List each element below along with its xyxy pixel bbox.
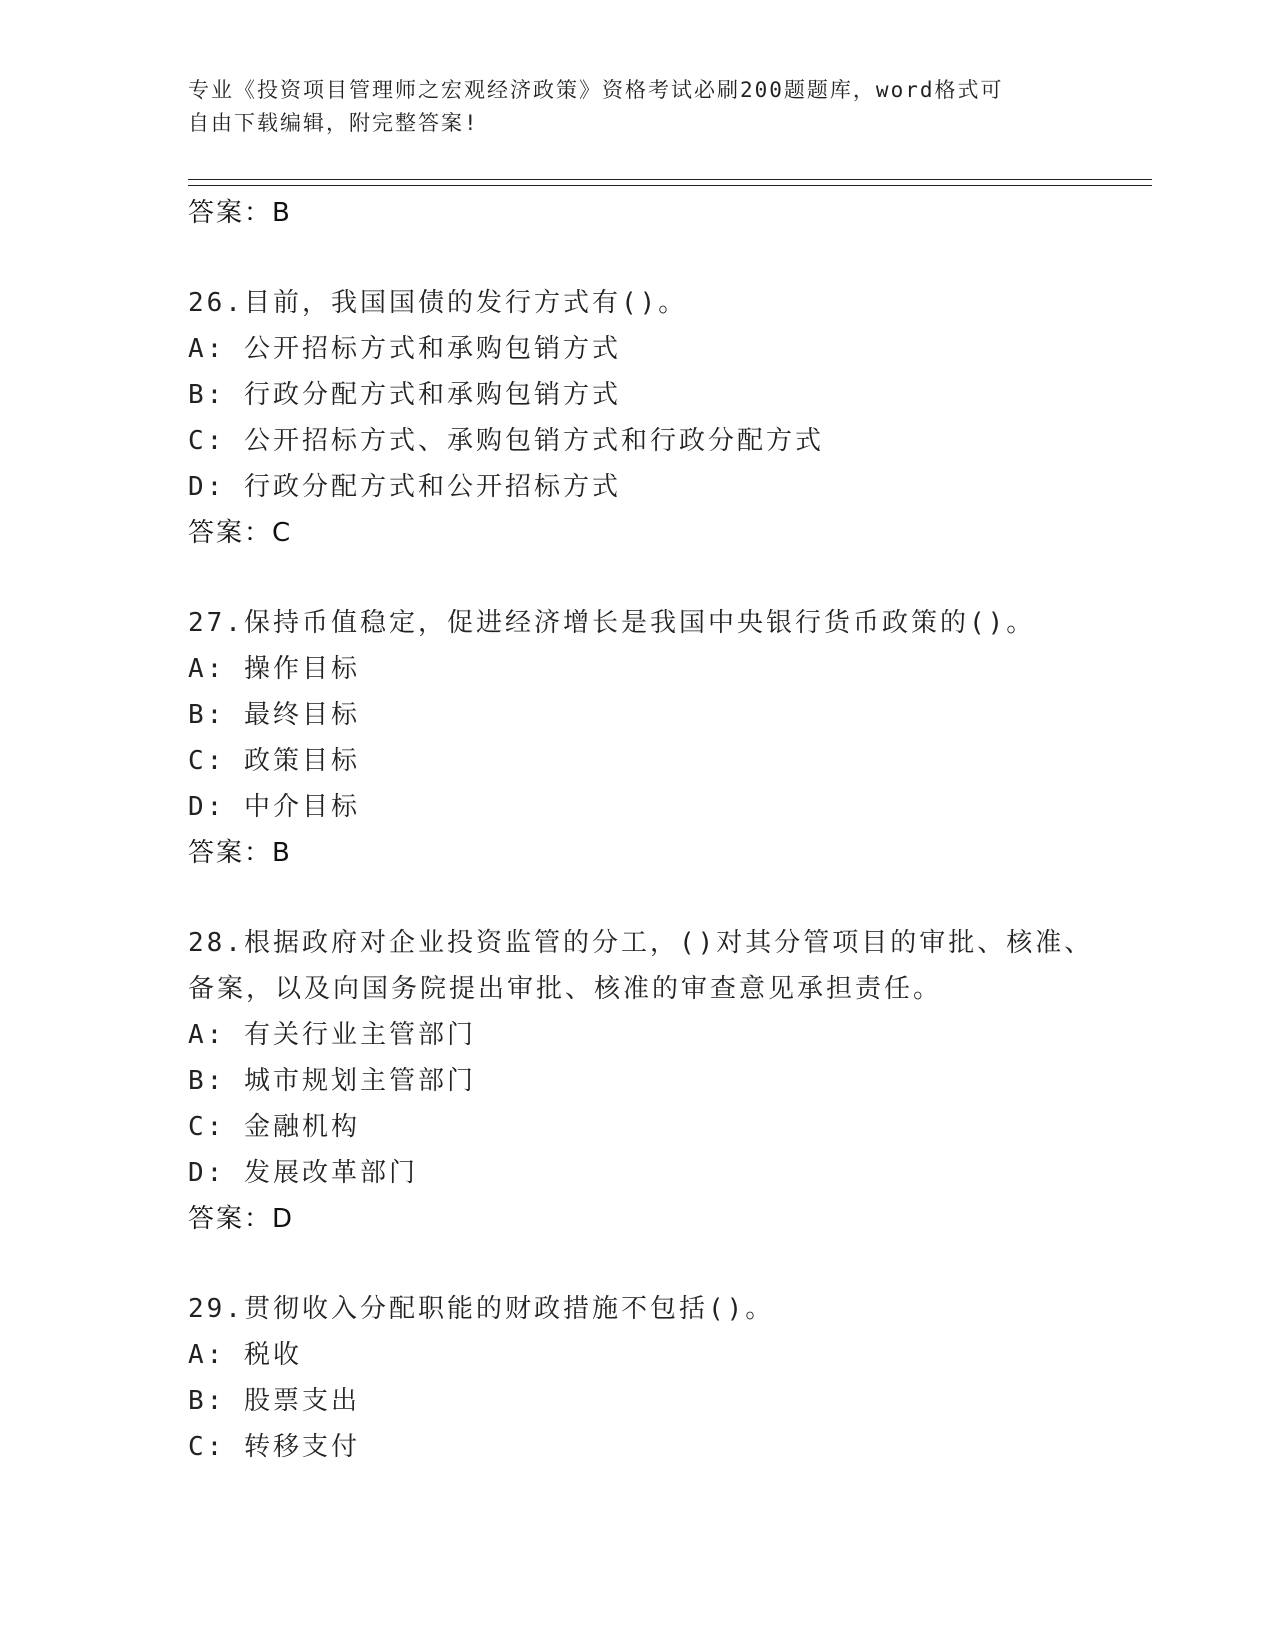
spacer [188, 556, 1152, 600]
header-line-1: 专业《投资项目管理师之宏观经济政策》资格考试必刷200题题库，word格式可 [188, 78, 1004, 102]
question-stem-line-2: 备案，以及向国务院提出审批、核准的审查意见承担责任。 [188, 974, 943, 1004]
option-c: C: 转移支付 [188, 1432, 360, 1462]
answer-26: 答案：C [188, 518, 293, 548]
question-list [188, 190, 1152, 1470]
option-b: B: 行政分配方式和承购包销方式 [188, 380, 621, 410]
option-b: B: 城市规划主管部门 [188, 1066, 476, 1096]
question-stem: 27.保持币值稳定，促进经济增长是我国中央银行货币政策的()。 [188, 608, 1036, 638]
question-stem-line-1: 28.根据政府对企业投资监管的分工，()对其分管项目的审批、核准、 [188, 928, 1094, 958]
question-26 [188, 280, 1152, 556]
option-d: D: 发展改革部门 [188, 1158, 418, 1188]
answer-28: 答案：D [188, 1204, 295, 1234]
option-a: A: 操作目标 [188, 654, 360, 684]
header-line-2: 自由下载编辑，附完整答案! [188, 111, 479, 135]
question-28 [188, 920, 1152, 1242]
spacer [188, 1242, 1152, 1286]
option-c: C: 公开招标方式、承购包销方式和行政分配方式 [188, 426, 824, 456]
option-a: A: 有关行业主管部门 [188, 1020, 476, 1050]
option-a: A: 公开招标方式和承购包销方式 [188, 334, 621, 364]
option-d: D: 行政分配方式和公开招标方式 [188, 472, 621, 502]
spacer [188, 236, 1152, 280]
option-c: C: 政策目标 [188, 746, 360, 776]
option-c: C: 金融机构 [188, 1112, 360, 1142]
question-stem: 26.目前，我国国债的发行方式有()。 [188, 288, 688, 318]
option-a: A: 税收 [188, 1340, 302, 1370]
document-header [188, 74, 1088, 140]
option-d: D: 中介目标 [188, 792, 360, 822]
question-27 [188, 600, 1152, 876]
option-b: B: 最终目标 [188, 700, 360, 730]
question-29 [188, 1286, 1152, 1470]
answer-27: 答案：B [188, 838, 292, 868]
question-stem: 29.贯彻收入分配职能的财政措施不包括()。 [188, 1294, 775, 1324]
option-b: B: 股票支出 [188, 1386, 360, 1416]
answer-25: 答案：B [188, 198, 292, 228]
header-divider [188, 179, 1152, 186]
spacer [188, 876, 1152, 920]
